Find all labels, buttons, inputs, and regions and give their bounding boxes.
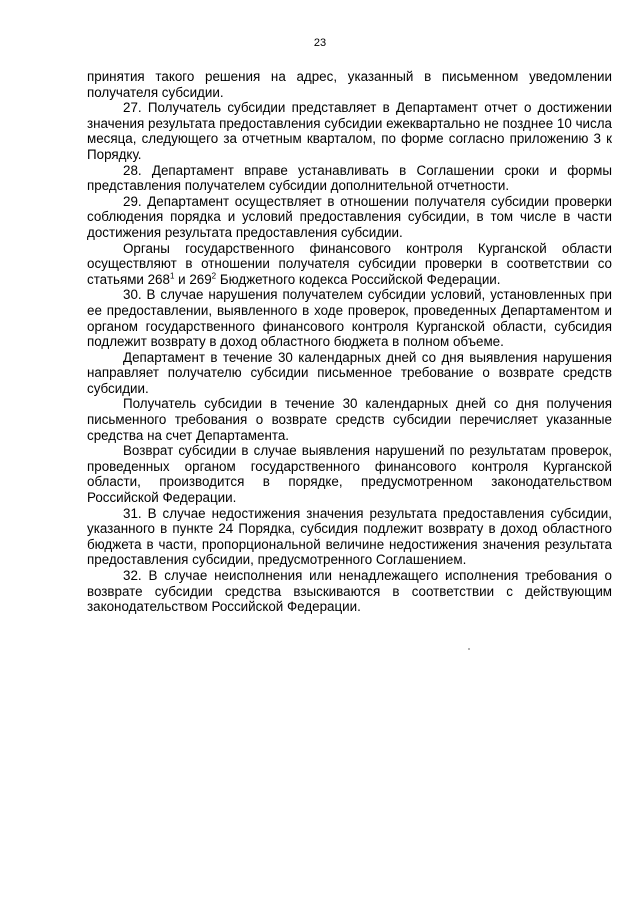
footnote-superscript-1: 1	[169, 271, 175, 281]
stray-dot-mark	[468, 648, 470, 650]
document-body	[87, 69, 612, 615]
paragraph-refund-violations: Возврат субсидии в случае выявления нарушений по результатам проверок, проведенных органом государственного финансового контроля Курганской области, производится в порядке, предусмотренном законодательством Российской Федерации.	[87, 443, 612, 506]
paragraph-control-bodies-text-3: Бюджетного кодекса Российской Федерации.	[216, 271, 501, 287]
paragraph-control-bodies	[87, 241, 612, 288]
footnote-superscript-2: 2	[211, 271, 217, 281]
page-number: 23	[313, 37, 327, 49]
paragraph-27: 27. Получатель субсидии представляет в Департамент отчет о достижении значения результата предоставления субсидии ежеквартально не позднее 10 числа месяца, следующего за отчетным кварталом, по форме согласно приложению 3 к Порядку.	[87, 100, 612, 162]
paragraph-32: 32. В случае неисполнения или ненадлежащего исполнения требования о возврате субсидии средства взыскиваются в соответствии с действующим законодательством Российской Федерации.	[87, 568, 612, 615]
paragraph-department-notice: Департамент в течение 30 календарных дней со дня выявления нарушения направляет получателю субсидии письменное требование о возврате средств субсидии.	[87, 349, 612, 396]
paragraph-30: 30. В случае нарушения получателем субсидии условий, установленных при ее предоставлении, выявленного в ходе проверок, проведенных Департаментом и органом государственного финансового контроля Курганской области, субсидия подлежит возврату в доход областного бюджета в полном объеме.	[87, 287, 612, 350]
paragraph-28: 28. Департамент вправе устанавливать в Соглашении сроки и формы представления получателем субсидии дополнительной отчетности.	[87, 162, 612, 194]
paragraph-recipient-transfer: Получатель субсидии в течение 30 календарных дней со дня получения письменного требования о возврате средств субсидии перечисляет указанные средства на счет Департамента.	[87, 396, 612, 443]
paragraph-29: 29. Департамент осуществляет в отношении получателя субсидии проверки соблюдения порядка и условий предоставления субсидии, в том числе в части достижения результата предоставления субсидии.	[87, 193, 612, 240]
paragraph-31: 31. В случае недостижения значения результата предоставления субсидии, указанного в пункте 24 Порядка, субсидия подлежит возврату в доход областного бюджета в части, пропорциональной величине недостижения значения результата предоставления субсидии, предусмотренного Соглашением.	[87, 505, 612, 568]
paragraph-continuation: принятия такого решения на адрес, указанный в письменном уведомлении получателя субсидии.	[87, 69, 612, 100]
paragraph-control-bodies-text-2: и 269	[174, 271, 212, 287]
paragraph-control-bodies-text-1: Органы государственного финансового контроля Курганской области осуществляют в отношении получателя субсидии проверки в соответствии со статьями 268	[87, 240, 612, 287]
